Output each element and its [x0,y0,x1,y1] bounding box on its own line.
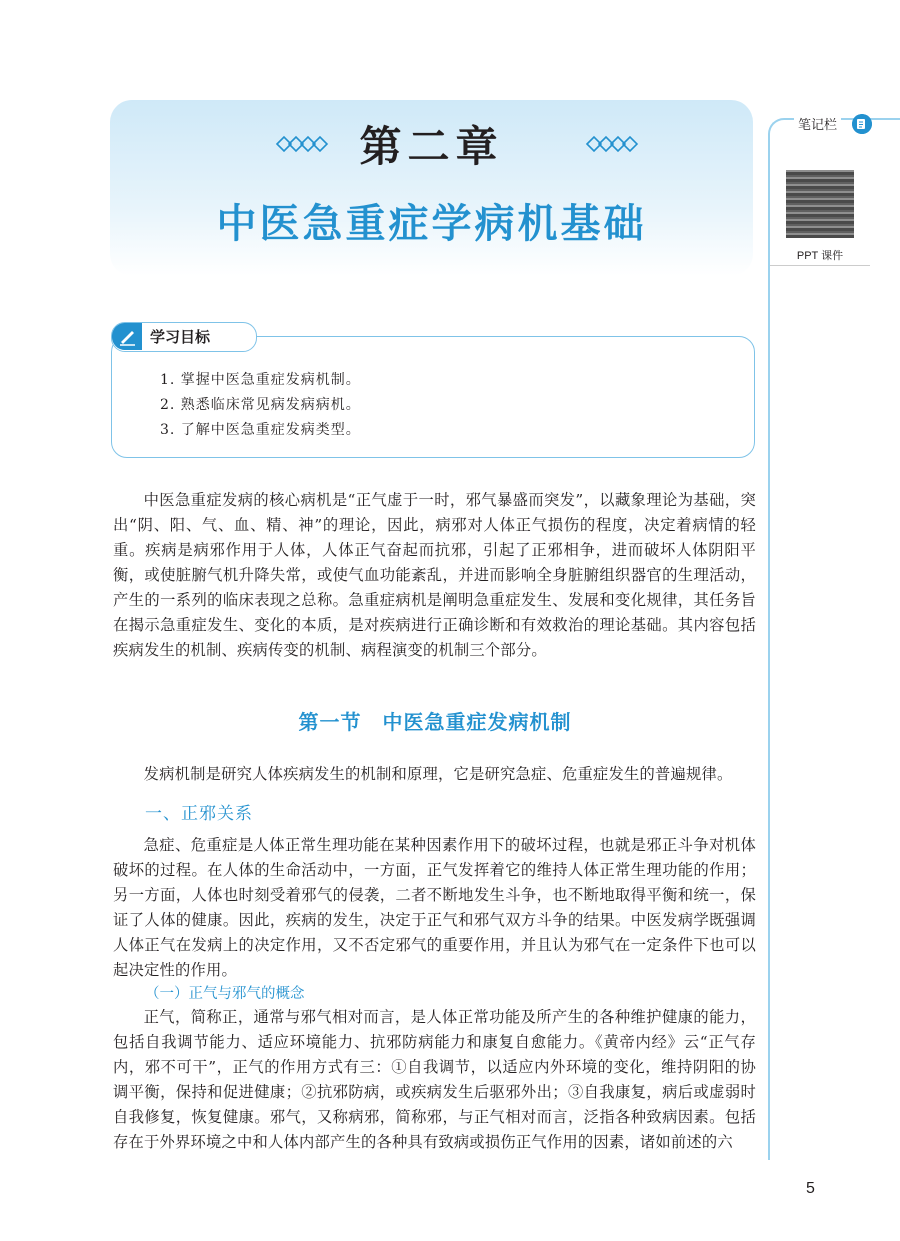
subsubsection-heading: （一）正气与邪气的概念 [145,986,305,1002]
note-icon [852,114,872,134]
subsection-heading: 一、正邪关系 [145,804,253,824]
page-number: 5 [806,1180,815,1197]
chapter-number: 第二章 [359,122,504,171]
ppt-courseware-label: PPT 课件 [770,247,870,266]
objective-item: 2. 熟悉临床常见病发病病机。 [160,397,361,413]
objectives-label: 学习目标 [150,328,211,346]
section-title: 第一节 中医急重症发病机制 [298,710,572,734]
objective-item: 3. 了解中医急重症发病类型。 [160,422,361,438]
qr-code[interactable] [786,170,854,238]
section-lead: 发病机制是研究人体疾病发生的机制和原理，它是研究急症、危重症发生的普遍规律。 [143,765,733,783]
objective-item: 1. 掌握中医急重症发病机制。 [160,372,361,388]
chapter-banner [110,100,753,276]
diamond-ornament-right-icon [585,135,645,153]
chapter-title: 中医急重症学病机基础 [216,201,647,247]
notes-column [768,118,900,1160]
notes-label: 笔记栏 [794,114,841,133]
subsubsection-paragraph: 正气，简称正，通常与邪气相对而言，是人体正常功能及所产生的各种维护健康的能力，包括自我调节能力、适应环境能力、抗邪防病能力和康复自愈能力。《黄帝内经》云“正气存内，邪不可干”，正气的作用方式有三：①自我调节，以适应内外环境的变化，维持阴阳的协调平衡，保持和促进健康；②抗邪防病，或疾病发生后驱邪外出；③自我康复，病后或虚弱时自我修复，恢复健康。邪气，又称病邪，简称邪，与正气相对而言，泛指各种致病因素。包括存在于外界环境之中和人体内部产生的各种具有致病或损伤正气作用的因素，诸如前述的六 [113,1008,756,1151]
intro-paragraph: 中医急重症发病的核心病机是“正气虚于一时，邪气暴盛而突发”，以藏象理论为基础，突出“阴、阳、气、血、精、神”的理论，因此，病邪对人体正气损伤的程度，决定着病情的轻重。疾病是病邪作用于人体，人体正气奋起而抗邪，引起了正邪相争，进而破坏人体阴阳平衡，或使脏腑气机升降失常，或使气血功能紊乱，并进而影响全身脏腑组织器官的生理活动，产生的一系列的临床表现之总称。急重症病机是阐明急重症发生、发展和变化规律，其任务旨在揭示急重症发生、变化的本质，是对疾病进行正确诊断和有效救治的理论基础。其内容包括疾病发生的机制、疾病传变的机制、病程演变的机制三个部分。 [113,491,756,659]
objectives-list [160,368,361,443]
subsection-paragraph: 急症、危重症是人体正常生理功能在某种因素作用下的破坏过程，也就是邪正斗争对机体破坏的过程。在人体的生命活动中，一方面，正气发挥着它的维持人体正常生理功能的作用；另一方面，人体也时刻受着邪气的侵袭，二者不断地发生斗争，也不断地取得平衡和统一，保证了人体的健康。因此，疾病的发生，决定于正气和邪气双方斗争的结果。中医发病学既强调人体正气在发病上的决定作用，又不否定邪气的重要作用，并且认为邪气在一定条件下也可以起决定性的作用。 [113,836,756,979]
pencil-icon [112,323,142,350]
